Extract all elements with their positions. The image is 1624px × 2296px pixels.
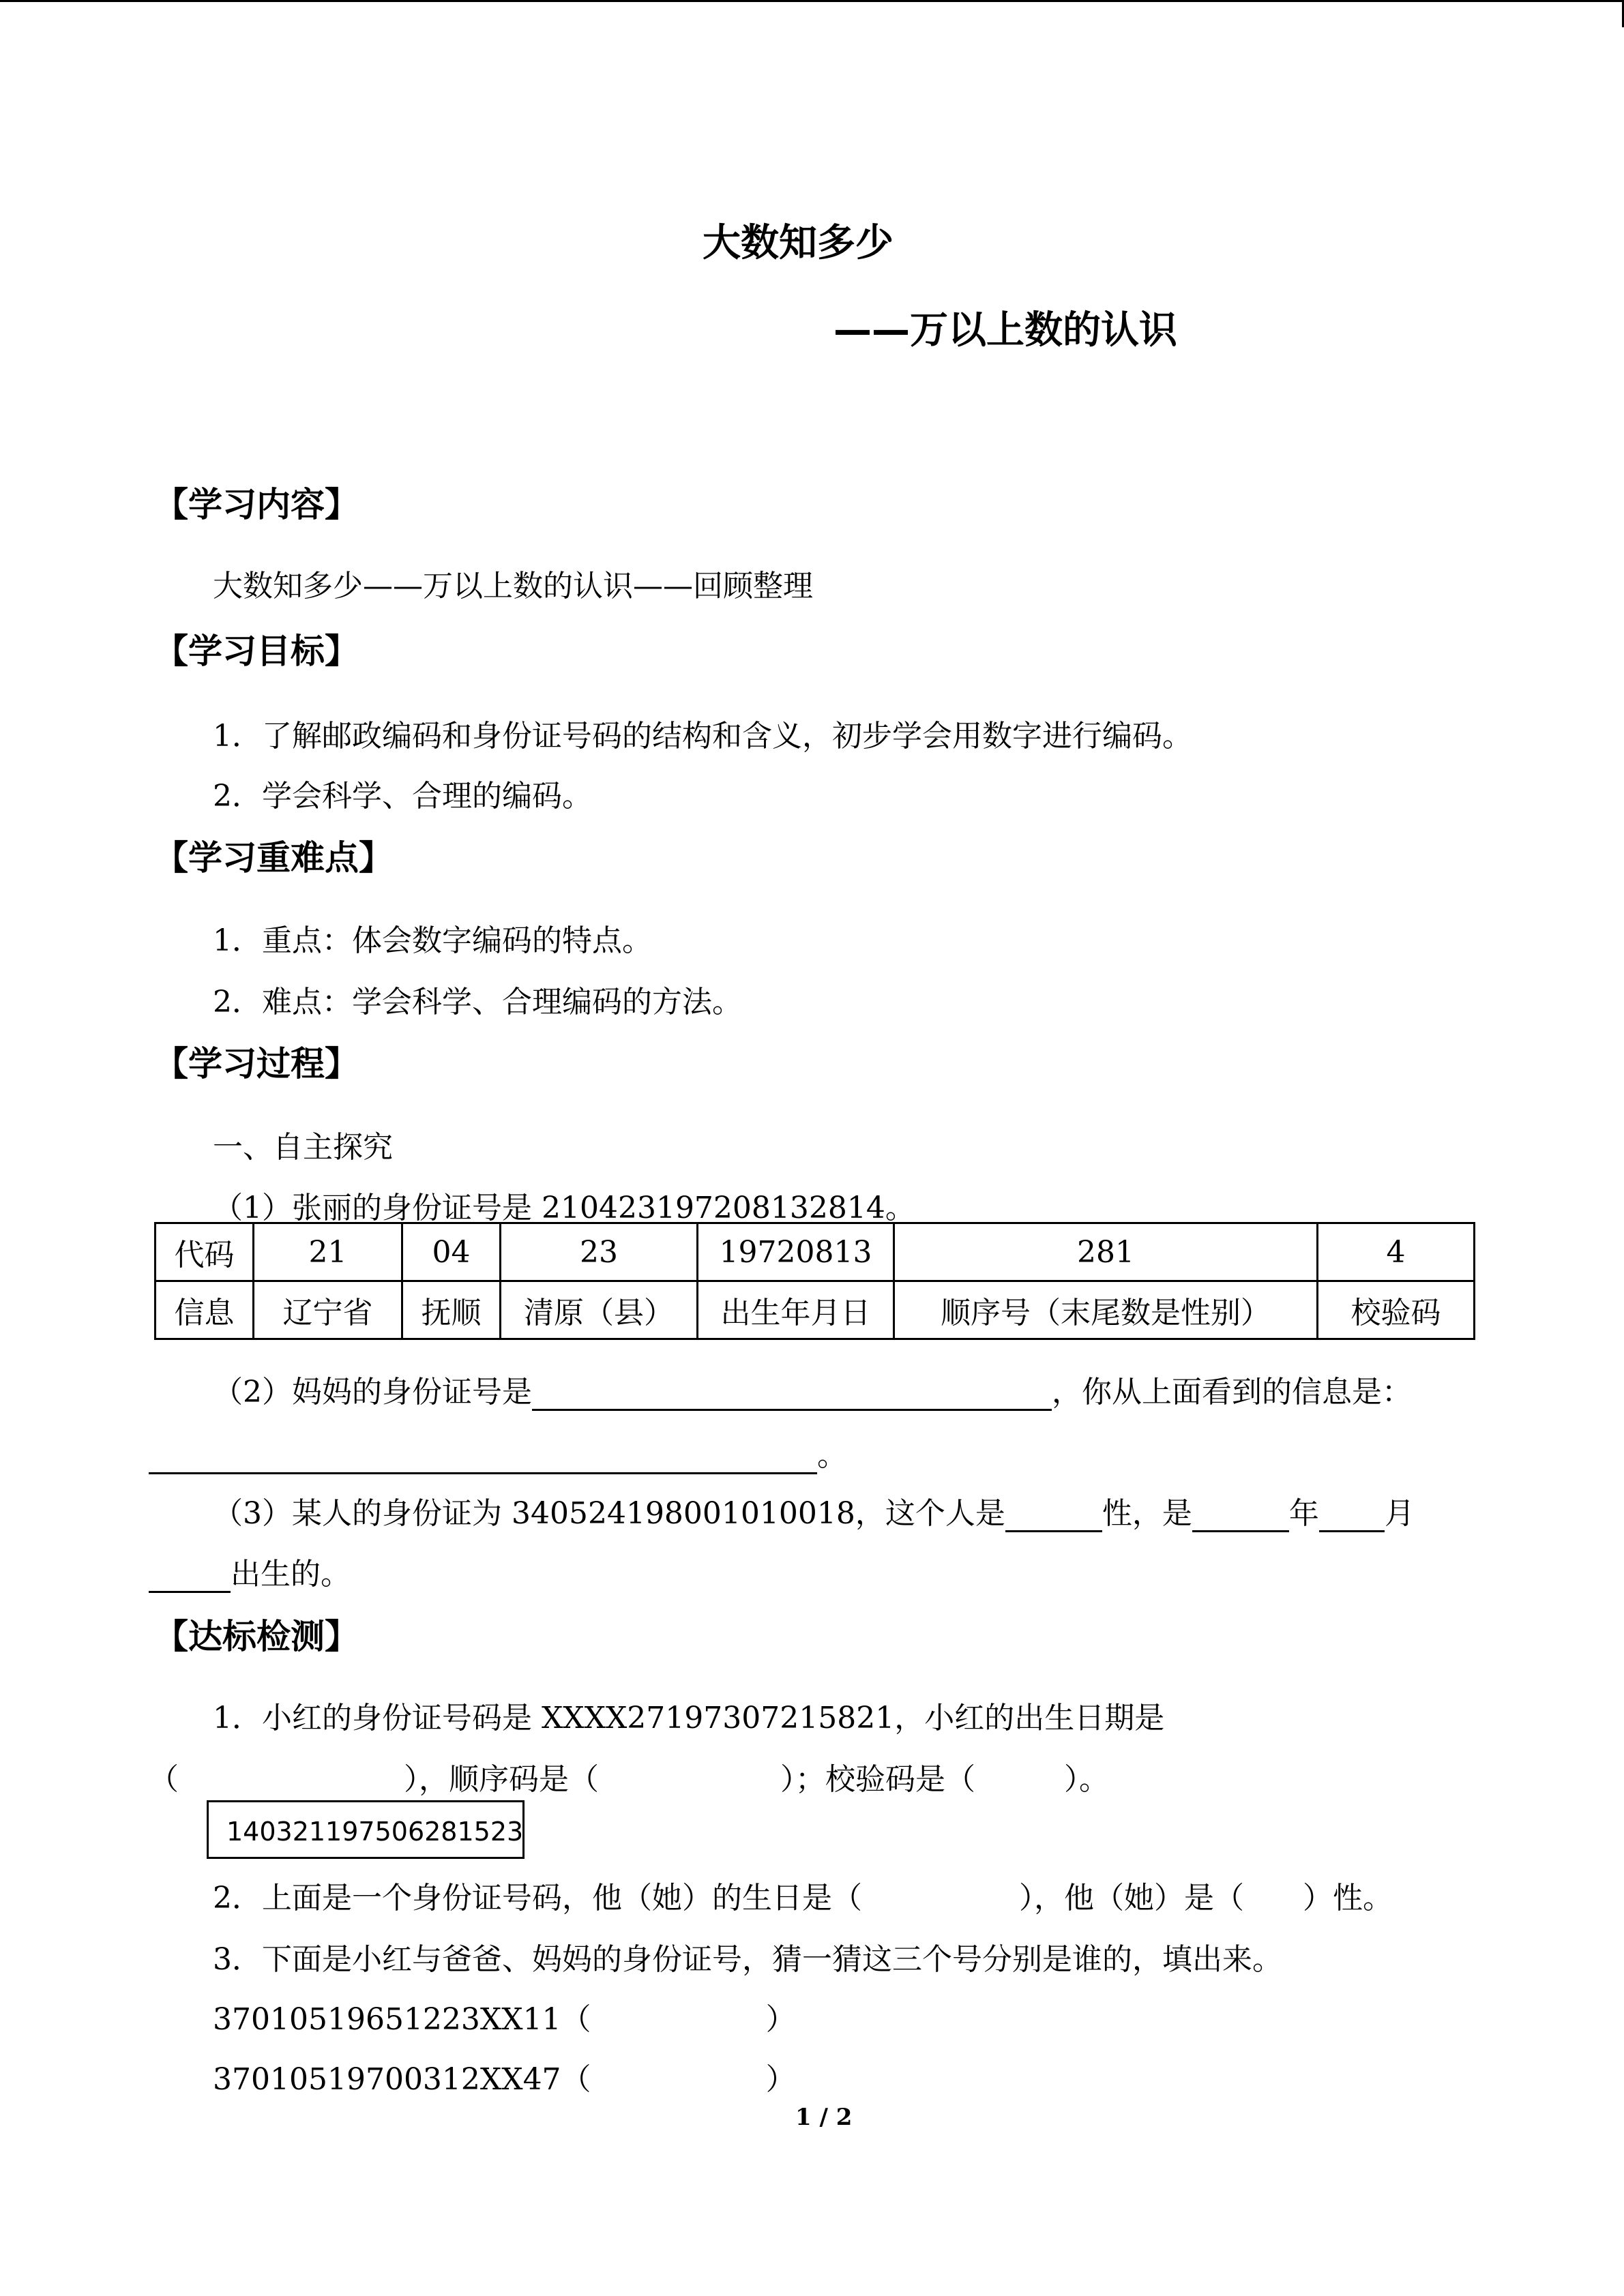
sequence-label: ），顺序码是（ [404, 1762, 599, 1797]
table-cell: 21 [254, 1223, 402, 1281]
id-number: 37010519651223XX11（ [213, 2002, 591, 2037]
item-3-text-d: 月 [1384, 1496, 1415, 1531]
process-item-3-line2 [149, 1549, 351, 1593]
content-text: 大数知多少——万以上数的认识——回顾整理 [213, 569, 813, 603]
table-cell: 清原（县） [501, 1281, 698, 1339]
item-2-label-c: ）性。 [1303, 1881, 1393, 1915]
table-row [156, 1281, 1475, 1339]
check-item-1-line2 [149, 1755, 1109, 1798]
process-item-2-line2 [149, 1431, 847, 1474]
top-border [0, 0, 1624, 2]
info-blank[interactable] [149, 1442, 817, 1474]
item-2-text-b: ，你从上面看到的信息是： [1052, 1375, 1412, 1410]
checkcode-label: ）；校验码是（ [780, 1762, 975, 1797]
goal-item: 1．了解邮政编码和身份证号码的结构和含义，初步学会用数字进行编码。 [213, 719, 1192, 754]
item-3-text-c: 年 [1288, 1496, 1319, 1531]
id-number: 37010519700312XX47（ [213, 2062, 591, 2097]
table-cell: 4 [1318, 1223, 1475, 1281]
month-blank[interactable] [1319, 1500, 1385, 1532]
paren-close: ） [765, 2062, 796, 2097]
id-number-box: 140321197506281523 [207, 1800, 525, 1859]
process-item-1: （1）张丽的身份证号是 210423197208132814。 [213, 1191, 915, 1225]
item-2-label-b: ），他（她）是（ [1019, 1881, 1244, 1915]
page-subtitle: ——万以上数的认识 [833, 308, 1177, 353]
paren-open: （ [149, 1762, 179, 1797]
item-2-label: 2．上面是一个身份证号码，他（她）的生日是（ [213, 1881, 862, 1915]
section-heading-process: 【学习过程】 [154, 1044, 359, 1084]
goal-item: 2．学会科学、合理的编码。 [213, 779, 592, 814]
table-cell: 04 [402, 1223, 501, 1281]
check-item-3: 3．下面是小红与爸爸、妈妈的身份证号，猜一猜这三个号分别是谁的，填出来。 [213, 1942, 1282, 1977]
day-blank[interactable] [149, 1561, 231, 1593]
paren-close: ） [765, 2002, 796, 2037]
year-blank[interactable] [1192, 1500, 1289, 1532]
check-item-1: 1．小红的身份证号码是 XXXX27197307215821，小红的出生日期是 [213, 1701, 1165, 1735]
keypoint-item: 1．重点：体会数字编码的特点。 [213, 923, 652, 958]
process-subheading: 一、自主探究 [213, 1130, 393, 1165]
section-heading-keypoints: 【学习重难点】 [154, 838, 393, 878]
item-3-end: 出生的。 [231, 1557, 351, 1592]
item-2-end: 。 [817, 1438, 847, 1473]
paren-close: ）。 [1064, 1762, 1109, 1797]
table-cell: 代码 [156, 1223, 254, 1281]
process-item-2 [213, 1367, 1412, 1411]
table-cell: 辽宁省 [254, 1281, 402, 1339]
table-cell: 23 [501, 1223, 698, 1281]
id-line [213, 1995, 796, 2038]
keypoint-item: 2．难点：学会科学、合理编码的方法。 [213, 985, 742, 1019]
page-number: 1 / 2 [795, 2104, 853, 2131]
item-3-text-b: 性，是 [1102, 1496, 1192, 1531]
table-cell: 顺序号（末尾数是性别） [894, 1281, 1318, 1339]
id-structure-table [154, 1222, 1475, 1340]
process-item-3 [213, 1489, 1415, 1532]
mother-id-blank[interactable] [532, 1379, 1052, 1411]
table-cell: 校验码 [1318, 1281, 1475, 1339]
table-cell: 信息 [156, 1281, 254, 1339]
section-heading-content: 【学习内容】 [154, 485, 359, 524]
table-cell: 抚顺 [402, 1281, 501, 1339]
table-cell: 19720813 [698, 1223, 894, 1281]
check-item-2 [213, 1873, 1393, 1917]
page-title: 大数知多少 [703, 221, 894, 265]
gender-blank[interactable] [1005, 1500, 1102, 1532]
item-2-text: （2）妈妈的身份证号是 [213, 1375, 532, 1410]
table-cell: 281 [894, 1223, 1318, 1281]
id-line [213, 2055, 796, 2098]
table-cell: 出生年月日 [698, 1281, 894, 1339]
item-3-text: （3）某人的身份证为 340524198001010018，这个人是 [213, 1496, 1005, 1531]
table-row [156, 1223, 1475, 1281]
section-heading-goals: 【学习目标】 [154, 631, 359, 671]
section-heading-check: 【达标检测】 [154, 1617, 359, 1656]
